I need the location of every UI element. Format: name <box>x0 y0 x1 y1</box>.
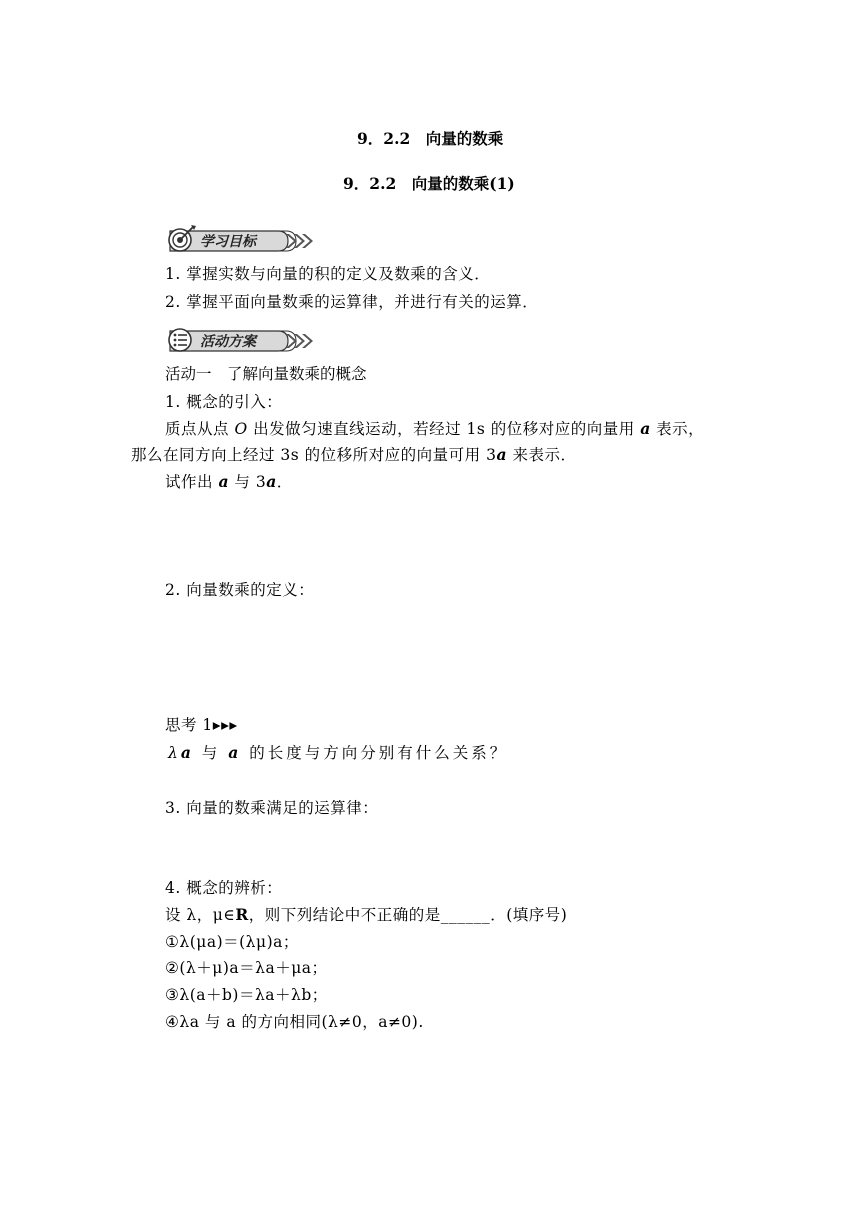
activities-banner-graphic <box>162 325 322 355</box>
objective-1: 1. 掌握实数与向量的积的定义及数乘的含义． <box>165 265 491 283</box>
text-run: 出发做匀速直线运动，若经过 1s 的位移对应的向量用 <box>247 420 641 438</box>
activity-1-heading: 活动一 了解向量数乘的概念 <box>165 365 367 383</box>
text-run: 试作出 <box>165 473 219 491</box>
item-1-paragraph-line-1 <box>165 419 704 439</box>
text-run: 与 3 <box>228 473 267 491</box>
option-2: ②(λ＋μ)a＝λa＋μa； <box>165 959 328 977</box>
option-3: ③λ(a＋b)＝λa＋λb； <box>165 986 328 1004</box>
vector-a: a <box>266 472 277 491</box>
main-title: 9．2.2 向量的数乘 <box>357 129 504 148</box>
item-1-instruction <box>165 472 293 492</box>
real-numbers-symbol: R <box>235 905 249 924</box>
think-1-question <box>168 743 508 763</box>
option-1: ①λ(μa)＝(λμ)a； <box>165 933 299 951</box>
activities-banner-label: 活动方案 <box>200 334 256 350</box>
sub-title: 9．2.2 向量的数乘(1) <box>343 174 515 193</box>
text-run: 那么在同方向上经过 3s 的位移所对应的向量可用 3 <box>131 446 497 464</box>
lambda: λ <box>168 744 181 762</box>
text-run: 设 λ，μ∈ <box>165 906 236 924</box>
item-2-title: 2. 向量数乘的定义： <box>165 581 315 599</box>
text-run: 质点从点 <box>165 420 235 438</box>
item-4-stem <box>165 905 567 925</box>
text-run: 来表示． <box>507 446 577 464</box>
vector-a: a <box>640 419 651 438</box>
option-4: ④λa 与 a 的方向相同(λ≠0，a≠0). <box>165 1013 424 1031</box>
point-O: O <box>234 420 248 438</box>
chevrons-icon <box>286 334 313 348</box>
objectives-banner-graphic <box>162 224 322 254</box>
chevrons-icon <box>286 234 313 248</box>
list-icon <box>169 329 191 351</box>
objective-2: 2. 掌握平面向量数乘的运算律，并进行有关的运算． <box>165 293 539 311</box>
vector-a: a <box>180 743 194 762</box>
objectives-banner <box>162 224 322 250</box>
item-3-title: 3. 向量的数乘满足的运算律： <box>165 799 379 817</box>
think-1-label: 思考 1▸▸▸ <box>165 716 238 734</box>
item-1-paragraph-line-2 <box>131 445 576 465</box>
objectives-banner-label: 学习目标 <box>200 234 256 250</box>
vector-a: a <box>218 472 229 491</box>
text-run: 的长度与方向分别有什么关系？ <box>241 744 509 762</box>
text-run: ，则下列结论中不正确的是______．(填序号) <box>248 906 568 924</box>
vector-a: a <box>496 445 508 464</box>
activities-banner <box>162 325 322 351</box>
text-run: ． <box>276 473 293 491</box>
item-4-title: 4. 概念的辨析： <box>165 879 283 897</box>
item-1-title: 1. 概念的引入： <box>165 393 283 411</box>
text-run: 与 <box>193 744 229 762</box>
vector-a: a <box>228 743 242 762</box>
text-run: 表示， <box>650 420 705 438</box>
